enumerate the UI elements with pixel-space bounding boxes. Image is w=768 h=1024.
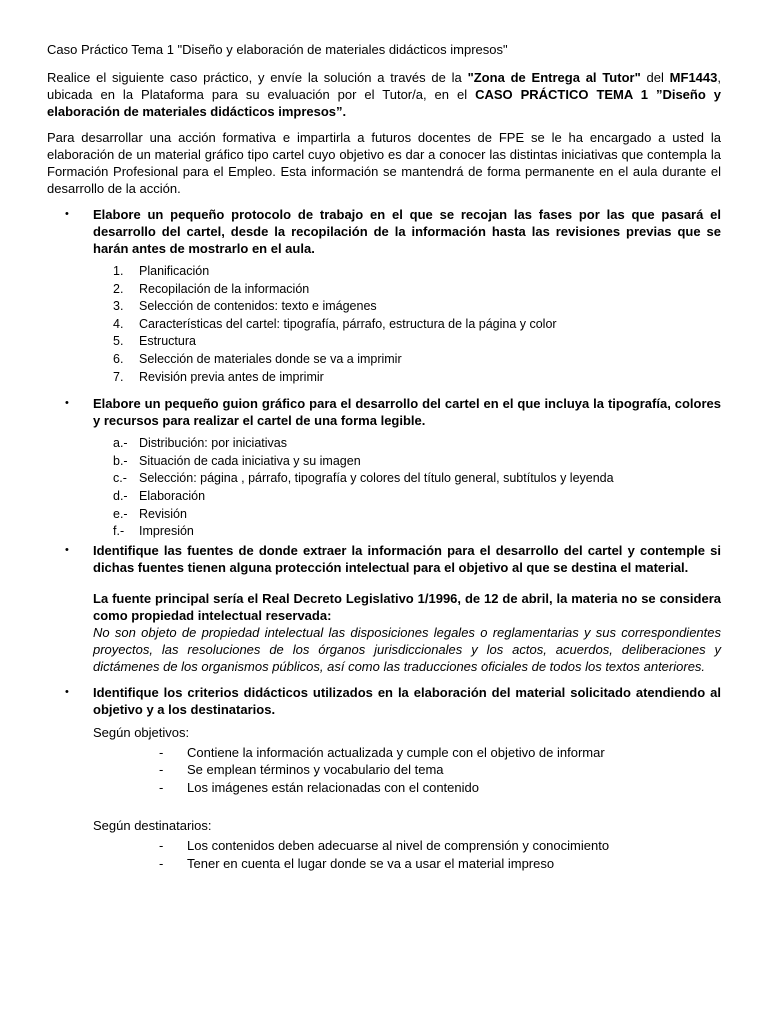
dash-marker: - (159, 838, 164, 854)
list-letter: c.- (113, 471, 127, 486)
list-text: Revisión previa antes de imprimir (139, 369, 324, 384)
dash-marker: - (159, 855, 164, 871)
list-text: Tener en cuenta el lugar donde se va a usar el material impreso (187, 855, 555, 871)
list-text: Planificación (139, 264, 210, 278)
list-letter: e.- (113, 506, 128, 521)
list-text: Los imágenes están relacionadas con el contenido (187, 779, 479, 795)
list-item (47, 744, 721, 762)
destinatarios-list (47, 837, 721, 872)
intro-paragraph (47, 69, 721, 120)
list-number: 5. (113, 334, 124, 349)
context-paragraph: Para desarrollar una acción formativa e impartirla a futuros docentes de FPE se le ha encargado a usted la elaboración de un material gráfico tipo cartel cuyo objetivo es dar a conocer las distintas iniciativas que contempla la Formación Profesional para el Empleo. Esta información se mantendrá de forma permanente en el aula durante el desarrollo de la acción. (47, 130, 721, 196)
intro-part-1: Realice el siguiente caso práctico, y envíe la solución a través de la (47, 70, 468, 85)
list-number: 4. (113, 316, 124, 331)
bullet-icon: • (65, 208, 69, 220)
bullet-icon: • (65, 397, 69, 410)
intro-part-5: , ubicada en la Plataforma para su evaluación por el Tutor/a, en el (47, 70, 721, 102)
document-title: Caso Práctico Tema 1 "Diseño y elaboración de materiales didácticos impresos" (47, 42, 508, 57)
list-item (47, 435, 721, 453)
list-item (47, 837, 721, 855)
list-text: Revisión (139, 506, 187, 521)
list-text: Recopilación de la información (139, 281, 310, 296)
task-1 (47, 206, 721, 257)
list-text: Selección: página , párrafo, tipografía y colores del título general, subtítulos y leyenda (139, 471, 614, 486)
objetivos-heading: Según objetivos: (93, 724, 190, 740)
intro-part-3: del (640, 70, 670, 85)
list-text: Se emplean términos y vocabulario del tema (187, 762, 444, 778)
task-2-text: Elabore un pequeño guion gráfico para el desarrollo del cartel en el que incluya la tipografía, colores y recursos para realizar el cartel de una forma legible. (93, 396, 721, 429)
destinatarios-heading: Según destinatarios: (93, 818, 212, 834)
list-text: Distribución: por iniciativas (139, 436, 287, 451)
intro-zona-entrega: "Zona de Entrega al Tutor" (467, 70, 641, 85)
list-item (47, 470, 721, 488)
task-3 (47, 542, 721, 576)
task-4-text: Identifique los criterios didácticos utilizados en la elaboración del material solicitado atendiendo al objetivo y a los destinatarios. (93, 684, 721, 717)
answer-intro: La fuente principal sería el Real Decreto Legislativo 1/1996, de 12 de abril, la materia no se considera como propiedad intelectual reservada: (93, 590, 721, 623)
list-item (47, 281, 721, 299)
list-item (47, 316, 721, 334)
list-text: Selección de materiales donde se va a imprimir (139, 351, 402, 366)
list-item (47, 506, 721, 524)
list-item (47, 333, 721, 351)
task-2-steps (47, 435, 721, 541)
answer-quote: No son objeto de propiedad intelectual las disposiciones legales o reglamentarias y sus correspondientes proyectos, las resoluciones de los órganos jurisdiccionales y los actos, acuerdos, deliberaciones y dictámenes de los organismos públicos, así como las traducciones oficiales de todos los textos anteriores. (93, 624, 721, 674)
list-text: Los contenidos deben adecuarse al nivel de comprensión y conocimiento (187, 838, 610, 854)
list-item (47, 263, 721, 281)
list-item (47, 369, 721, 387)
list-item (47, 351, 721, 369)
list-item (47, 523, 721, 541)
intro-module-code: MF1443 (669, 70, 718, 85)
list-text: Situación de cada iniciativa y su imagen (139, 453, 361, 468)
list-item (47, 453, 721, 471)
task-4 (47, 684, 721, 718)
list-letter: f.- (113, 524, 125, 539)
task-3-text: Identifique las fuentes de donde extraer la información para el desarrollo del cartel y contemple si dichas fuentes tienen alguna protección intelectual para el objetivo al que se destina el material. (93, 542, 721, 575)
objetivos-list (47, 744, 721, 797)
task-1-text: Elabore un pequeño protocolo de trabajo en el que se recojan las fases por las que pasará el desarrollo del cartel, desde la recopilación de la información hasta las revisiones previas que se harán antes de mostrarlo en el aula. (93, 207, 721, 256)
list-number: 7. (113, 369, 124, 384)
list-item (47, 855, 721, 873)
list-letter: d.- (113, 488, 128, 503)
list-item (47, 298, 721, 316)
list-number: 3. (113, 299, 124, 314)
list-text: Impresión (139, 524, 194, 539)
bullet-icon: • (65, 543, 69, 556)
list-text: Selección de contenidos: texto e imágenes (139, 299, 377, 314)
dash-marker: - (159, 744, 164, 760)
dash-marker: - (159, 779, 164, 795)
list-item (47, 488, 721, 506)
task-3-answer (93, 590, 721, 675)
task-2 (47, 395, 721, 429)
bullet-icon: • (65, 685, 69, 698)
list-number: 1. (113, 264, 124, 278)
list-item (47, 779, 721, 797)
list-text: Estructura (139, 334, 196, 349)
list-letter: a.- (113, 436, 128, 451)
list-number: 6. (113, 351, 124, 366)
intro-case-title: CASO PRÁCTICO TEMA 1 ”Diseño y elaboración de materiales didácticos impresos”. (47, 87, 721, 119)
list-text: Elaboración (139, 488, 206, 503)
list-item (47, 761, 721, 779)
list-text: Características del cartel: tipografía, párrafo, estructura de la página y color (139, 316, 557, 331)
list-letter: b.- (113, 453, 128, 468)
task-1-steps (47, 263, 721, 386)
list-number: 2. (113, 281, 124, 296)
list-text: Contiene la información actualizada y cumple con el objetivo de informar (187, 744, 605, 760)
spacer (47, 796, 721, 813)
dash-marker: - (159, 762, 164, 778)
